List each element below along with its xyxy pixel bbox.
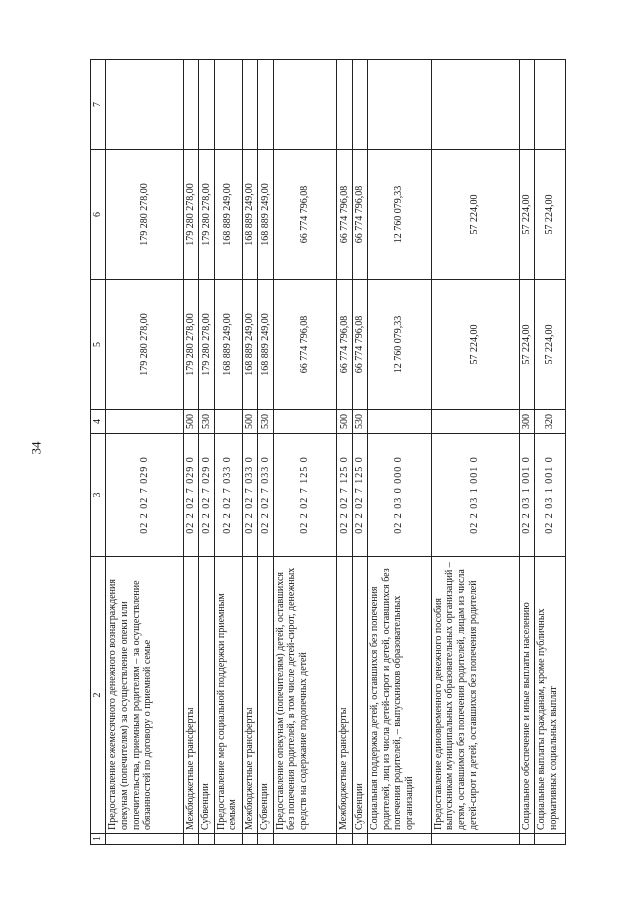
- cell-num: [352, 834, 367, 845]
- cell-name: Предоставление ежемесячного денежного вознаграждения опекунам (попечителям) за осуществление опеки или попечительства, приемным родителям – за осуществление обязанностей по договору о приемной семье: [106, 557, 184, 834]
- cell-type: [214, 410, 243, 434]
- cell-sum6: 57 224,00: [535, 150, 566, 280]
- cell-sum5: 66 774 796,08: [273, 280, 337, 410]
- table-row: [184, 60, 199, 845]
- cell-type: [431, 410, 519, 434]
- cell-name: Субвенции: [199, 557, 214, 834]
- table-row: [337, 60, 352, 845]
- cell-sum5: 179 280 278,00: [106, 280, 184, 410]
- cell-num: [519, 834, 534, 845]
- cell-sum5: 168 889 249,00: [243, 280, 258, 410]
- cell-sum6: 66 774 796,08: [337, 150, 352, 280]
- cell-name: Социальное обеспечение и иные выплаты населению: [519, 557, 534, 834]
- cell-num: [367, 834, 431, 845]
- cell-code: 02 2 02 7 125 0: [352, 434, 367, 557]
- table-row: [106, 60, 184, 845]
- cell-num: [199, 834, 214, 845]
- cell-col7: [535, 60, 566, 150]
- cell-name: Социальная поддержка детей, оставшихся без попечения родителей, лиц из числа детей-сирот и детей, оставшихся без попечения родителей, – выпускников образовательных организаций: [367, 557, 431, 834]
- table-row: [243, 60, 258, 845]
- cell-code: 02 2 02 7 033 0: [243, 434, 258, 557]
- cell-sum5: 179 280 278,00: [199, 280, 214, 410]
- cell-type: 320: [535, 410, 566, 434]
- cell-code: 02 2 02 7 125 0: [273, 434, 337, 557]
- cell-col7: [243, 60, 258, 150]
- cell-code: 02 2 03 1 001 0: [535, 434, 566, 557]
- cell-name: Субвенции: [258, 557, 273, 834]
- cell-type: 500: [184, 410, 199, 434]
- cell-type: 500: [243, 410, 258, 434]
- cell-col7: [273, 60, 337, 150]
- cell-code: 02 2 02 7 029 0: [184, 434, 199, 557]
- cell-code: 02 2 02 7 033 0: [258, 434, 273, 557]
- cell-col7: [214, 60, 243, 150]
- table-row: [352, 60, 367, 845]
- table-row: [367, 60, 431, 845]
- page-number: 34: [28, 441, 44, 455]
- column-header: 6: [91, 150, 106, 280]
- cell-sum6: 66 774 796,08: [352, 150, 367, 280]
- cell-num: [258, 834, 273, 845]
- cell-col7: [337, 60, 352, 150]
- cell-col7: [431, 60, 519, 150]
- cell-type: 300: [519, 410, 534, 434]
- cell-code: 02 2 02 7 029 0: [106, 434, 184, 557]
- cell-num: [431, 834, 519, 845]
- column-header: 3: [91, 434, 106, 557]
- cell-col7: [106, 60, 184, 150]
- cell-name: Социальные выплаты гражданам, кроме публичных нормативных социальных выплат: [535, 557, 566, 834]
- cell-code: 02 2 03 0 000 0: [367, 434, 431, 557]
- cell-code: 02 2 03 1 001 0: [431, 434, 519, 557]
- cell-sum6: 179 280 278,00: [199, 150, 214, 280]
- cell-sum5: 179 280 278,00: [184, 280, 199, 410]
- table-row: [214, 60, 243, 845]
- cell-sum6: 12 760 079,33: [367, 150, 431, 280]
- cell-sum6: 57 224,00: [519, 150, 534, 280]
- table-row: [273, 60, 337, 845]
- rotated-table-container: [90, 60, 566, 845]
- cell-type: [106, 410, 184, 434]
- cell-sum6: 66 774 796,08: [273, 150, 337, 280]
- cell-num: [337, 834, 352, 845]
- cell-name: Субвенции: [352, 557, 367, 834]
- cell-type: [367, 410, 431, 434]
- cell-name: Предоставление опекунам (попечителям) детей, оставшихся без попечения родителей, в том числе детей-сирот, денежных средств на содержание подопечных детей: [273, 557, 337, 834]
- cell-code: 02 2 02 7 125 0: [337, 434, 352, 557]
- cell-num: [214, 834, 243, 845]
- cell-code: 02 2 03 1 001 0: [519, 434, 534, 557]
- cell-name: Межбюджетные трансферты: [243, 557, 258, 834]
- cell-name: Предоставление единовременного денежного пособия выпускникам муниципальных образовательных организаций – детям, оставшимся без попечения родителей, лицам из числа детей-сирот и детей, оставшихся без попечения родителей: [431, 557, 519, 834]
- cell-num: [106, 834, 184, 845]
- cell-sum5: 66 774 796,08: [352, 280, 367, 410]
- cell-sum5: 57 224,00: [431, 280, 519, 410]
- cell-sum6: 168 889 249,00: [214, 150, 243, 280]
- cell-col7: [199, 60, 214, 150]
- cell-type: 500: [337, 410, 352, 434]
- table-row: [519, 60, 534, 845]
- cell-num: [535, 834, 566, 845]
- cell-sum6: 57 224,00: [431, 150, 519, 280]
- cell-type: 530: [199, 410, 214, 434]
- cell-type: 530: [352, 410, 367, 434]
- table-row: [431, 60, 519, 845]
- column-header: 4: [91, 410, 106, 434]
- cell-sum5: 168 889 249,00: [214, 280, 243, 410]
- cell-name: Предоставление мер социальной поддержки приемным семьям: [214, 557, 243, 834]
- cell-sum5: 66 774 796,08: [337, 280, 352, 410]
- header-row: [91, 60, 106, 845]
- cell-type: [273, 410, 337, 434]
- cell-name: Межбюджетные трансферты: [337, 557, 352, 834]
- budget-table: [90, 59, 566, 845]
- table-row: [199, 60, 214, 845]
- cell-code: 02 2 02 7 029 0: [199, 434, 214, 557]
- cell-col7: [519, 60, 534, 150]
- cell-sum6: 168 889 249,00: [243, 150, 258, 280]
- cell-sum5: 12 760 079,33: [367, 280, 431, 410]
- column-header: 1: [91, 834, 106, 845]
- cell-sum6: 179 280 278,00: [106, 150, 184, 280]
- cell-type: 530: [258, 410, 273, 434]
- cell-col7: [352, 60, 367, 150]
- column-header: 2: [91, 557, 106, 834]
- cell-sum6: 179 280 278,00: [184, 150, 199, 280]
- cell-num: [184, 834, 199, 845]
- cell-num: [243, 834, 258, 845]
- table-row: [258, 60, 273, 845]
- column-header: 7: [91, 60, 106, 150]
- cell-sum5: 57 224,00: [519, 280, 534, 410]
- cell-sum5: 168 889 249,00: [258, 280, 273, 410]
- table-row: [535, 60, 566, 845]
- cell-col7: [184, 60, 199, 150]
- cell-sum6: 168 889 249,00: [258, 150, 273, 280]
- column-header: 5: [91, 280, 106, 410]
- table-wrapper: [90, 60, 566, 845]
- cell-col7: [367, 60, 431, 150]
- cell-sum5: 57 224,00: [535, 280, 566, 410]
- cell-num: [273, 834, 337, 845]
- cell-col7: [258, 60, 273, 150]
- cell-name: Межбюджетные трансферты: [184, 557, 199, 834]
- cell-code: 02 2 02 7 033 0: [214, 434, 243, 557]
